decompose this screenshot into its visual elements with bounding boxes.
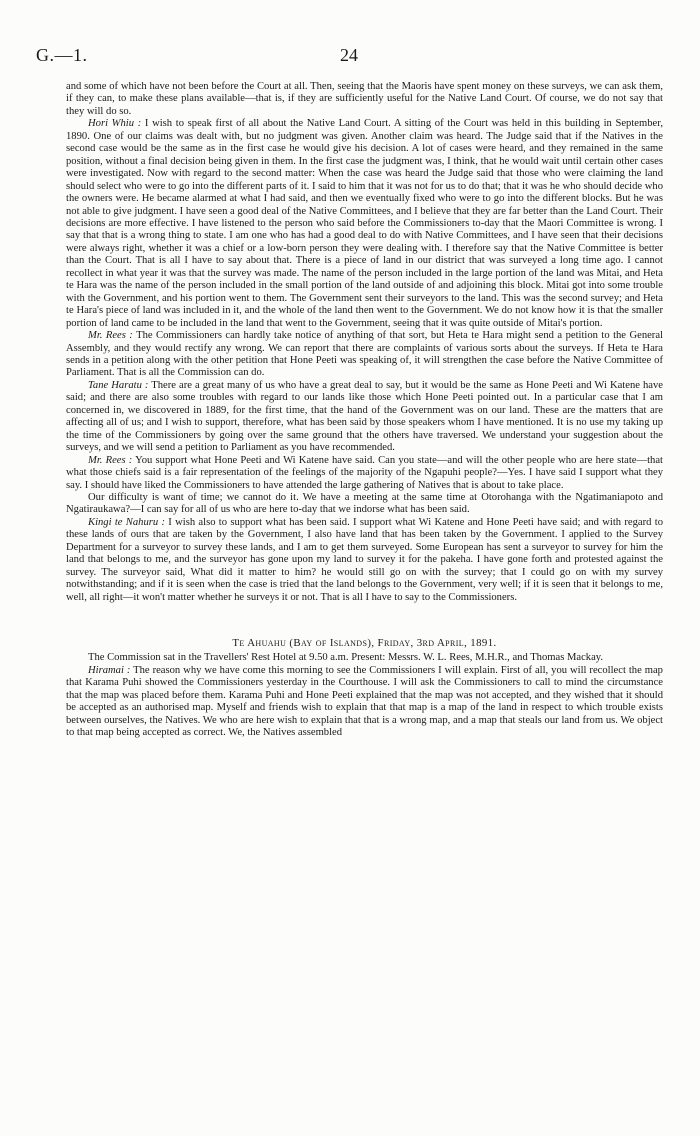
paragraph-text: You support what Hone Peeti and Wi Katene have said. Can you state—and will the other people who are here state—that what those chiefs said is a fair representation of the feelings of the majority of the Ngapuhi people?—Yes. I have said I support what they say. I should have liked the Commissioners to have attended the large gathering of Natives that is about to take place. <box>66 454 663 491</box>
paragraph <box>66 492 663 517</box>
speaker-name: Mr. Rees : <box>88 330 133 342</box>
paragraph <box>66 517 663 604</box>
document-reference: G.—1. <box>36 45 88 65</box>
paragraph <box>66 330 663 380</box>
paragraph-text: I wish to speak first of all about the Native Land Court. A sitting of the Court was held in this building in September, 1890. One of our claims was dealt with, but no judgment was given. Another claim was heard. The Judge said that if the Natives in the second case would be the same as in the first case he would give his decision. A lot of cases were heard, and they remained in the same position, without a final decision being given in them. In the first case the judgment was, I think, that he would wait until certain other cases were investigated. Now with regard to the second matter: When the case was heard the Judge said that those who were claiming the land should select who were to go into the different parts of it. I said to him that it was not for us to do that; that it was he who should decide who the owners were. He became alarmed at what I had said, and then we eventually fixed who were to go into the different blocks. But he was not able to give judgment. I have seen a good deal of the Native Committees, and I believe that they are far better than the Land Court. Their decisions are more effective. I have listened to the person who said before the Commissioners to-day that the Maori Committee is wrong. I say that that is a wrong thing to state. I am one who has had a good deal to do with Native Committees, and I have seen that their decisions were always right, whether it was a chief or a low-born person they were dealing with. I therefore say that the Native Committee is better than the Court. That is all I have to say about that. There is a piece of land in our district that was surveyed a long time ago. I cannot recollect in what year it was that the survey was made. The name of the person included in the large portion of the land was Mitai, and Heta te Hara was the name of the person included in the small portion of the land outside of and adjoining this block. Mitai got into some trouble with the Government, and his portion went to them. The Government sent their surveyors to the land. This was the second survey; and Heta te Hara's piece of land was included in it, and the whole of the land then went to the Government. We do not know how it is that the smaller portion of land came to be included in the land that went to the Government, seeing that it was quite outside of Mitai's portion. <box>66 118 663 329</box>
paragraph <box>66 81 663 118</box>
speaker-name: Hori Whiu : <box>88 118 142 130</box>
speaker-name: Hiramai : <box>88 664 131 676</box>
paragraph-text: and some of which have not been before the Court at all. Then, seeing that the Maoris have spent money on these surveys, we can ask them, if they can, to make these plans available—that is, if they are sufficiently useful for the Native Land Court. Of course, we do not say that they will do so. <box>66 81 663 117</box>
paragraph-text: The Commissioners can hardly take notice of anything of that sort, but Heta te Hara might send a petition to the General Assembly, and they would rectify any wrong. We can report that there are complaints of various sorts about the surveys. If Heta te Hara sends in a petition along with the other petition that Hone Peeti was speaking of, it will strengthen the case before the Native Committee of Parliament. That is all the Commission can do. <box>66 330 663 379</box>
speaker-name: Kingi te Nahuru : <box>88 516 165 528</box>
page-number: 24 <box>340 45 358 65</box>
paragraph <box>66 665 663 740</box>
session-heading <box>66 637 663 649</box>
session-date: Friday, 3rd April, 1891. <box>377 637 497 650</box>
speaker-name: Tane Haratu : <box>88 379 149 391</box>
paragraph <box>66 118 663 330</box>
paragraph-text: I wish also to support what has been said. I support what Wi Katene and Hone Peeti have said; and with regard to these lands of ours that are taken by the Government, I also have land that has been taken by the Government. I applied to the Survey Department for a surveyor to survey these lands, and I am to get them surveyed. Some European has sent a surveyor to survey for him the land that belongs to me, and the surveyor has gone upon my land to survey it for the pakeha. I have gone forth and protested against the survey. The surveyor said, What did it matter to him? he would still go on with the survey; that I could go on with my survey notwithstanding; and if it is seen when the case is tried that the land belongs to the Government, very well; if it is seen that it belongs to me, well, all right—it won't matter whether he surveys it or not. That is all I have to say to the Commissioners. <box>66 516 664 603</box>
document-body <box>66 81 663 740</box>
paragraph-text: Our difficulty is want of time; we cannot do it. We have a meeting at the same time at Otorohanga with the Ngatimaniapoto and Ngatiraukawa?—I can say for all of us who are here to-day that we indorse what has been said. <box>66 491 663 516</box>
speaker-name: Mr. Rees : <box>88 454 133 466</box>
paragraph-text: The Commission sat in the Travellers' Rest Hotel at 9.50 a.m. Present: Messrs. W. L. Rees, M.H.R., and Thomas Mackay. <box>88 652 604 664</box>
paragraph <box>66 380 663 455</box>
paragraph-text: There are a great many of us who have a great deal to say, but it would be the same as Hone Peeti and Wi Katene have said; and there are also some troubles with regard to our lands like those which Hone Peeti pointed out. In a particular case that I am concerned in, we discovered in 1889, for the first time, that the hand of the Government was on our land. These are the matters that are affecting all of us; and I wish to support, therefore, what has been said by those speakers whom I have mentioned. It is no use my taking up the time of the Commissioners by going over the same ground that the others have traversed. We understand your suggestion about the surveys, and we will send a petition to Parliament as you have recommended. <box>66 379 663 454</box>
paragraph-text: The reason why we have come this morning to see the Commissioners I will explain. First of all, you will recollect the map that Karama Puhi showed the Commissioners yesterday in the Courthouse. I will ask the Commissioners to call to mind the circumstance that the map was placed before them. Karama Puhi and Hone Peeti explained that the map was not accepted, and they wished that it should be accepted as an authorised map. Myself and friends wish to explain that that map is a map of the land in respect to which trouble exists between ourselves, the Natives. We who are here wish to explain that that is a wrong map, and a map that steals our land from us. We object to that map being accepted as correct. We, the Natives assembled <box>66 664 663 739</box>
paragraph <box>66 455 663 492</box>
session-place: Te Ahuahu (Bay of Islands), <box>232 637 375 650</box>
paragraph <box>66 652 663 664</box>
